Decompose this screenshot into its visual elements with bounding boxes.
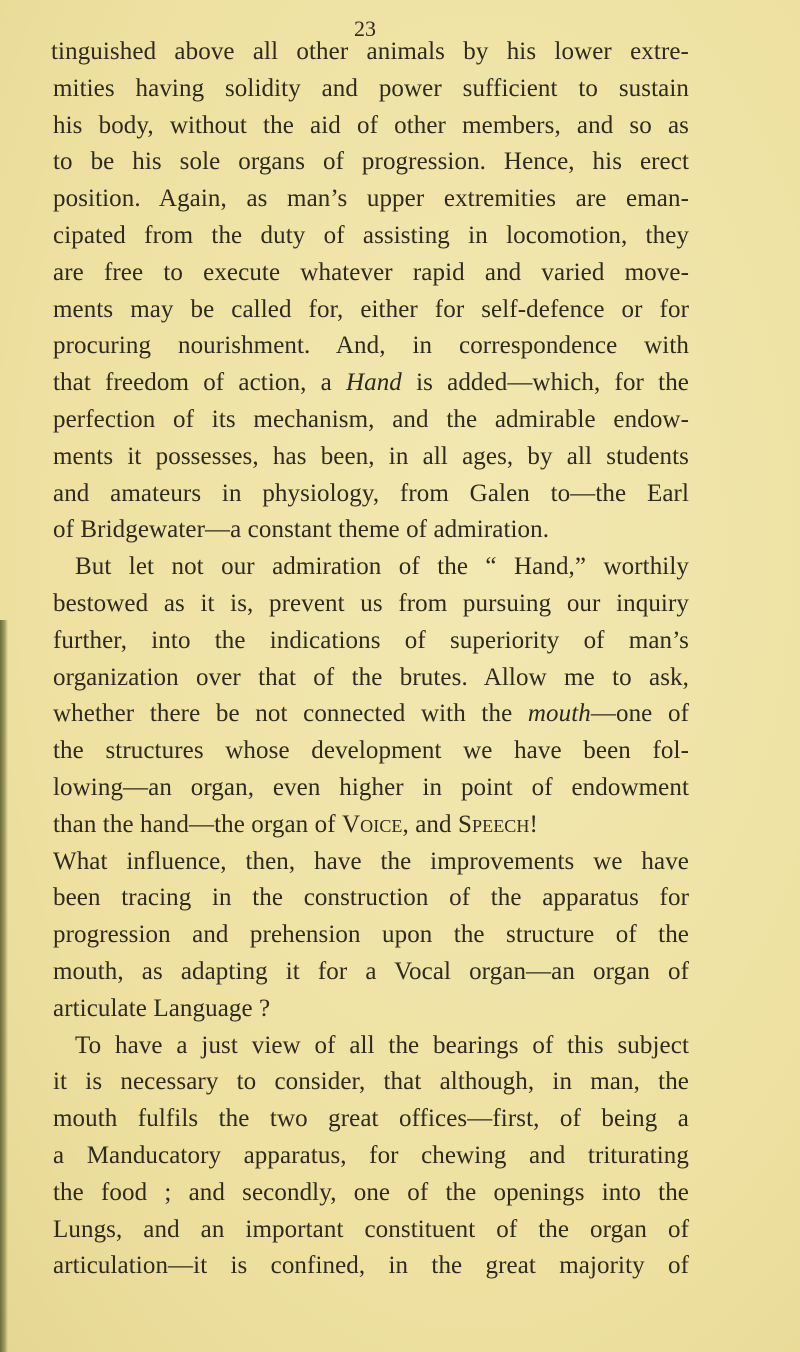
text-segment: further, into the indications of superiority of man’s	[53, 626, 689, 654]
text-line	[53, 439, 689, 476]
text-line	[53, 402, 689, 439]
text-line	[53, 512, 689, 549]
text-segment: whether there be not connected with the	[53, 700, 528, 728]
text-segment: perfection of its mechanism, and the admirable endow-	[53, 405, 689, 433]
text-segment: progression and prehension upon the structure of the	[53, 921, 689, 949]
text-line	[53, 623, 689, 660]
text-line	[53, 770, 689, 807]
text-segment: of Bridgewater—a constant theme of admiration.	[53, 516, 550, 544]
text-segment: ments may be called for, either for self-defence or for	[53, 295, 689, 323]
text-segment: is added—which, for the	[401, 369, 689, 397]
text-line	[51, 34, 689, 71]
text-line	[53, 844, 689, 881]
text-segment: , and	[402, 810, 458, 838]
text-segment: it is necessary to consider, that although, in man, the	[53, 1068, 689, 1096]
book-binding-edge	[0, 620, 8, 1352]
text-line	[53, 1101, 689, 1138]
text-line	[53, 328, 689, 365]
text-line	[53, 1175, 689, 1212]
text-segment: the structures whose development we have been fol-	[53, 737, 689, 765]
text-line	[53, 586, 689, 623]
text-line	[53, 1064, 689, 1101]
text-segment: mities having solidity and power sufficient to sustain	[53, 74, 689, 102]
text-line	[53, 292, 689, 329]
text-line	[53, 255, 689, 292]
text-segment: that freedom of action, a	[53, 369, 346, 397]
text-line	[53, 549, 689, 586]
text-segment: organization over that of the brutes. Allow me to ask,	[53, 663, 689, 691]
text-line	[53, 660, 689, 697]
text-line	[53, 144, 689, 181]
body-text	[53, 34, 689, 1285]
text-segment: and amateurs in physiology, from Galen to—the Earl	[53, 479, 689, 507]
text-line	[53, 917, 689, 954]
page-number: 23	[354, 16, 376, 41]
text-segment: What influence, then, have the improvements we have	[53, 847, 689, 875]
text-segment: !	[529, 810, 538, 838]
text-segment: articulate Language ?	[53, 994, 271, 1022]
text-segment: his body, without the aid of other members, and so as	[53, 111, 689, 139]
text-segment: procuring nourishment. And, in correspondence with	[53, 332, 689, 360]
text-segment: articulation—it is confined, in the great majority of	[53, 1252, 689, 1280]
text-segment: mouth fulfils the two great offices—first, of being a	[53, 1105, 689, 1133]
text-line	[53, 181, 689, 218]
italic-text: Hand	[345, 369, 402, 397]
text-segment: are free to execute whatever rapid and varied move-	[53, 258, 689, 286]
text-line	[53, 1028, 689, 1065]
text-segment: To have a just view of all the bearings of this subject	[75, 1031, 689, 1059]
small-caps-text: Voice	[341, 810, 403, 838]
text-segment: position. Again, as man’s upper extremities are eman-	[53, 185, 689, 213]
text-line	[53, 991, 689, 1028]
text-line	[53, 71, 689, 108]
text-segment: lowing—an organ, even higher in point of endowment	[53, 773, 689, 801]
small-caps-text: Speech	[457, 810, 530, 838]
text-segment: than the hand—the organ of	[53, 810, 342, 838]
text-segment: mouth, as adapting it for a Vocal organ—an organ of	[53, 957, 689, 985]
text-line	[53, 1212, 689, 1249]
text-segment: cipated from the duty of assisting in locomotion, they	[53, 221, 689, 249]
text-segment: But let not our admiration of the “ Hand,” worthily	[75, 553, 689, 581]
text-line	[53, 365, 689, 402]
text-line	[53, 476, 689, 513]
text-line	[53, 733, 689, 770]
text-line	[53, 218, 689, 255]
text-segment: a Manducatory apparatus, for chewing and triturating	[53, 1141, 689, 1169]
text-segment: Lungs, and an important constituent of the organ of	[53, 1215, 689, 1243]
text-line	[53, 1138, 689, 1175]
text-segment: the food ; and secondly, one of the openings into the	[53, 1178, 689, 1206]
text-segment: ments it possesses, has been, in all ages, by all students	[53, 442, 689, 470]
italic-text: mouth	[527, 700, 591, 728]
text-segment: —one of	[590, 700, 690, 728]
text-line	[53, 954, 689, 991]
text-line	[53, 880, 689, 917]
text-segment: to be his sole organs of progression. Hence, his erect	[53, 148, 689, 176]
text-line	[53, 108, 689, 145]
text-segment: bestowed as it is, prevent us from pursuing our inquiry	[53, 589, 689, 617]
text-line	[53, 696, 689, 733]
text-line	[53, 1248, 689, 1285]
text-segment: been tracing in the construction of the apparatus for	[53, 884, 689, 912]
text-line	[53, 807, 689, 844]
text-segment: tinguished above all other animals by his lower extre-	[51, 38, 689, 65]
